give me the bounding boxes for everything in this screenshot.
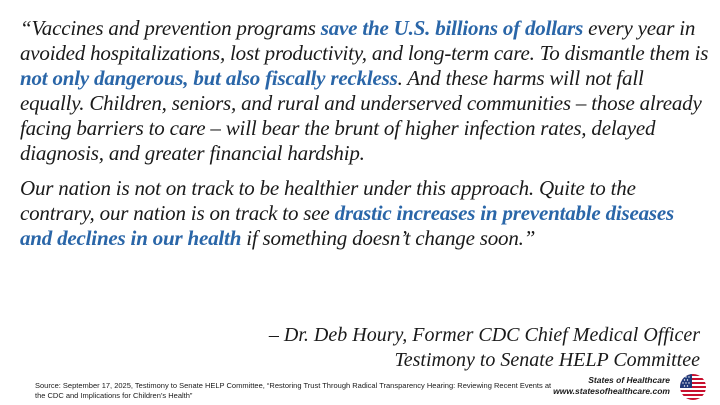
quote-highlight: save the U.S. billions of dollars xyxy=(320,16,584,40)
brand-url[interactable]: www.statesofhealthcare.com xyxy=(553,386,670,396)
quote-text: “Vaccines and prevention programs xyxy=(20,16,321,40)
brand-name: States of Healthcare xyxy=(588,375,670,385)
quote-highlight: drastic increases in preventable diseases and declines in our health xyxy=(20,201,675,250)
quote-text: . And these harms will not fall equally. Children, seniors, and rural and underserved communities – those already facing barriers to care – will bear the brunt of higher infection rates, delayed diagnosis, and greater financial hardship. xyxy=(20,66,702,165)
quote-paragraph-1 xyxy=(20,16,710,166)
quote-text: every year in avoided hospitalizations, lost productivity, and long-term care. To dismantle them is xyxy=(20,16,709,65)
quote-text: Our nation is not on track to be healthier under this approach. Quite to the contrary, our nation is on track to see xyxy=(20,176,636,225)
quote-highlight: not only dangerous, but also fiscally reckless xyxy=(20,66,398,90)
us-flag-icon xyxy=(680,374,706,400)
attribution xyxy=(269,323,700,373)
quote-block xyxy=(20,16,710,261)
attribution-speaker: – Dr. Deb Houry, Former CDC Chief Medical Officer xyxy=(268,324,700,346)
attribution-context: Testimony to Senate HELP Committee xyxy=(394,349,700,371)
quote-text: if something doesn’t change soon.” xyxy=(241,226,536,250)
quote-paragraph-2 xyxy=(20,176,710,251)
source-note: Source: September 17, 2025, Testimony to Senate HELP Committee, “Restoring Trust Through Radical Transparency Hearing: Reviewing Recent Events at the CDC and Implications for Children’s Health” xyxy=(35,381,552,400)
brand-block xyxy=(553,375,670,397)
